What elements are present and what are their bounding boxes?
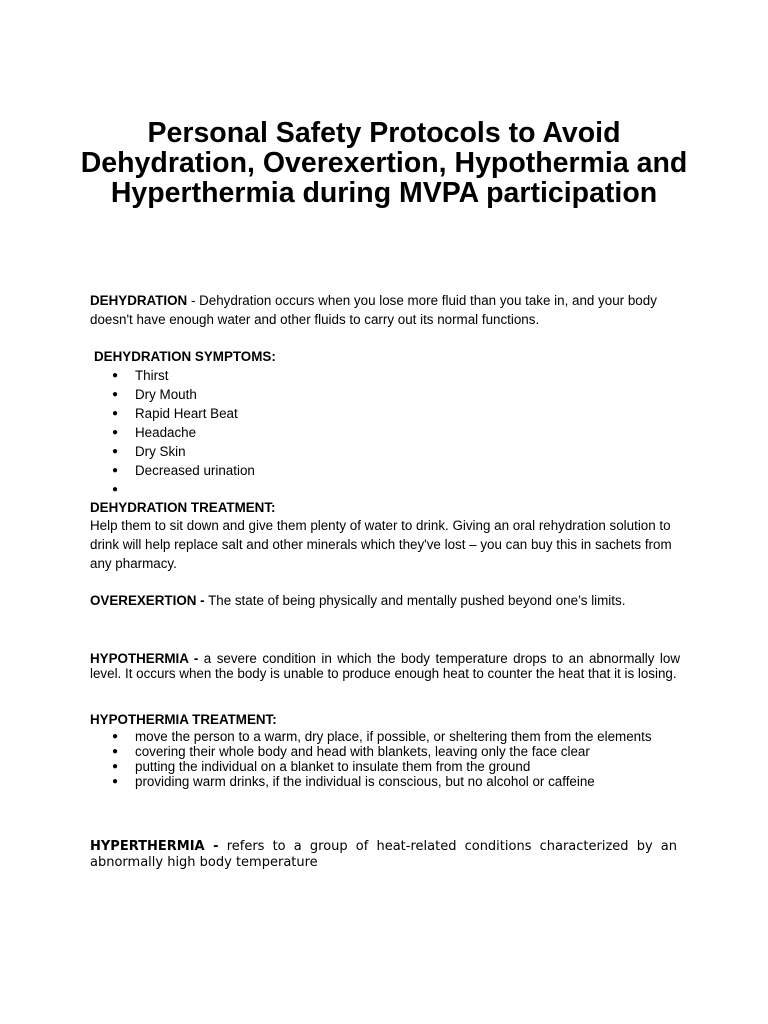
list-item: ● Thirst	[112, 368, 169, 383]
dehydration-symptoms-heading: DEHYDRATION SYMPTOMS:	[94, 349, 276, 364]
overexertion-paragraph	[90, 591, 680, 610]
list-item	[90, 480, 680, 499]
hypothermia-treatment-list	[90, 729, 680, 789]
dehydration-paragraph	[90, 291, 680, 329]
list-item: ● covering their whole body and head with blankets, leaving only the face clear	[112, 744, 590, 759]
bullet-icon: ●	[112, 370, 119, 381]
hyperthermia-paragraph	[90, 839, 677, 871]
bullet-icon: ●	[112, 408, 119, 419]
overexertion-term: OVEREXERTION -	[90, 593, 205, 608]
dehydration-symptoms-list	[90, 366, 680, 499]
overexertion-definition: The state of being physically and mentally pushed beyond one’s limits.	[204, 593, 626, 608]
hypothermia-term: HYPOTHERMIA -	[90, 651, 199, 666]
list-item: ● move the person to a warm, dry place, if possible, or sheltering them from the elements	[112, 729, 652, 744]
list-item: ● Dry Skin	[112, 444, 186, 459]
list-item: ● Dry Mouth	[112, 387, 197, 402]
bullet-icon: ●	[112, 761, 119, 772]
hypothermia-definition: a severe condition in which the body temperature drops to an abnormally low level. It occurs when the body is unable to produce enough heat to counter the heat that it is losing.	[90, 651, 680, 681]
hyperthermia-term: HYPERTHERMIA -	[90, 839, 219, 854]
dehydration-definition: - Dehydration occurs when you lose more fluid than you take in, and your body doesn't have enough water and other fluids to carry out its normal functions.	[90, 293, 657, 327]
bullet-icon: ●	[112, 776, 119, 787]
list-item: ● Headache	[112, 425, 197, 440]
list-item: ● Rapid Heart Beat	[112, 406, 238, 421]
list-item: ● Decreased urination	[112, 463, 255, 478]
bullet-icon: ●	[112, 746, 119, 757]
list-item: ● providing warm drinks, if the individual is conscious, but no alcohol or caffeine	[112, 774, 595, 789]
page-title: Personal Safety Protocols to Avoid Dehydration, Overexertion, Hypothermia and Hyperthermia during MVPA participation	[80, 117, 688, 209]
dehydration-treatment-text: Help them to sit down and give them plenty of water to drink. Giving an oral rehydration solution to drink will help replace salt and other minerals which they've lost – you can buy this in sachets from any pharmacy.	[90, 518, 672, 571]
hypothermia-treatment-heading: HYPOTHERMIA TREATMENT:	[90, 712, 277, 727]
bullet-icon: ●	[112, 484, 119, 495]
dehydration-treatment-heading: DEHYDRATION TREATMENT:	[90, 500, 276, 515]
bullet-icon: ●	[112, 731, 119, 742]
list-item: ● putting the individual on a blanket to insulate them from the ground	[112, 759, 531, 774]
bullet-icon: ●	[112, 427, 119, 438]
hypothermia-paragraph	[90, 651, 680, 681]
bullet-icon: ●	[112, 389, 119, 400]
bullet-icon: ●	[112, 465, 119, 476]
bullet-icon: ●	[112, 446, 119, 457]
hyperthermia-definition: refers to a group of heat-related conditions characterized by an abnormally high body temperature	[90, 839, 677, 870]
dehydration-term: DEHYDRATION	[90, 293, 188, 308]
